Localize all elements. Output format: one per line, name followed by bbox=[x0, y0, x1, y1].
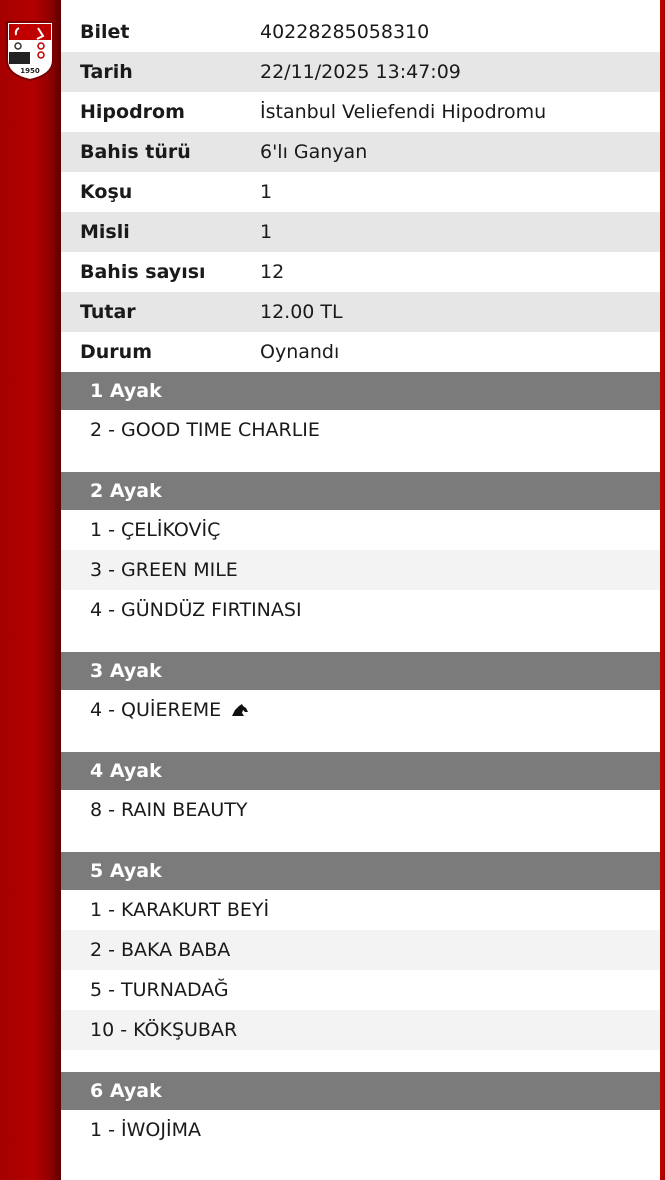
horse-selection bbox=[61, 970, 660, 1010]
info-label: Hipodrom bbox=[80, 101, 185, 123]
horse-name: 1 - ÇELİKOVİÇ bbox=[90, 519, 221, 541]
leg-spacer bbox=[61, 1150, 660, 1172]
leg-spacer bbox=[61, 630, 660, 652]
svg-text:1950: 1950 bbox=[20, 67, 40, 75]
horse-selection bbox=[61, 790, 660, 830]
info-label: Tutar bbox=[80, 301, 136, 323]
horse-name: 3 - GREEN MILE bbox=[90, 559, 238, 581]
info-row bbox=[61, 92, 660, 132]
horse-selection bbox=[61, 550, 660, 590]
legs-list bbox=[61, 372, 660, 1172]
leg-header: 4 Ayak bbox=[61, 752, 660, 790]
horse-head-icon bbox=[231, 703, 249, 717]
info-label: Misli bbox=[80, 221, 130, 243]
info-value: Oynandı bbox=[260, 341, 340, 363]
horse-name: 8 - RAIN BEAUTY bbox=[90, 799, 248, 821]
horse-name: 2 - GOOD TIME CHARLIE bbox=[90, 419, 320, 441]
horse-selection bbox=[61, 510, 660, 550]
horse-name: 1 - KARAKURT BEYİ bbox=[90, 899, 270, 921]
info-label: Tarih bbox=[80, 61, 133, 83]
leg-header: 5 Ayak bbox=[61, 852, 660, 890]
info-row bbox=[61, 132, 660, 172]
info-value: 22/11/2025 13:47:09 bbox=[260, 61, 461, 83]
info-row bbox=[61, 292, 660, 332]
horse-selection bbox=[61, 410, 660, 450]
horse-name: 2 - BAKA BABA bbox=[90, 939, 231, 961]
info-row bbox=[61, 332, 660, 372]
leg-spacer bbox=[61, 450, 660, 472]
leg-spacer bbox=[61, 1050, 660, 1072]
horse-name: 4 - GÜNDÜZ FIRTINASI bbox=[90, 599, 302, 621]
leg-header: 1 Ayak bbox=[61, 372, 660, 410]
horse-selection bbox=[61, 1010, 660, 1050]
info-value: 12 bbox=[260, 261, 285, 283]
info-value: 1 bbox=[260, 221, 273, 243]
left-sidebar-bar bbox=[0, 0, 61, 1180]
leg-spacer bbox=[61, 730, 660, 752]
info-label: Bahis türü bbox=[80, 141, 191, 163]
ticket-detail bbox=[61, 12, 660, 1172]
info-row bbox=[61, 172, 660, 212]
info-label: Bilet bbox=[80, 21, 130, 43]
leg-header: 2 Ayak bbox=[61, 472, 660, 510]
horse-name: 10 - KÖKŞUBAR bbox=[90, 1019, 238, 1041]
horse-selection bbox=[61, 590, 660, 630]
info-value: 40228285058310 bbox=[260, 21, 430, 43]
leg-spacer bbox=[61, 830, 660, 852]
horse-selection bbox=[61, 930, 660, 970]
info-label: Koşu bbox=[80, 181, 133, 203]
horse-name: 5 - TURNADAĞ bbox=[90, 979, 229, 1001]
info-value: 12.00 TL bbox=[260, 301, 343, 323]
info-row bbox=[61, 212, 660, 252]
horse-selection bbox=[61, 890, 660, 930]
info-label: Bahis sayısı bbox=[80, 261, 206, 283]
info-row bbox=[61, 52, 660, 92]
horse-name: 4 - QUİEREME bbox=[90, 699, 222, 721]
ticket-info-table bbox=[61, 12, 660, 372]
leg-header: 6 Ayak bbox=[61, 1072, 660, 1110]
leg-header: 3 Ayak bbox=[61, 652, 660, 690]
info-value: İstanbul Veliefendi Hipodromu bbox=[260, 101, 547, 123]
horse-selection bbox=[61, 1110, 660, 1150]
info-value: 6'lı Ganyan bbox=[260, 141, 368, 163]
info-row bbox=[61, 252, 660, 292]
info-label: Durum bbox=[80, 341, 152, 363]
right-edge-bar bbox=[660, 0, 665, 1180]
horse-selection bbox=[61, 690, 660, 730]
info-value: 1 bbox=[260, 181, 273, 203]
club-crest-icon bbox=[5, 20, 55, 82]
horse-name: 1 - İWOJİMA bbox=[90, 1119, 201, 1141]
info-row bbox=[61, 12, 660, 52]
